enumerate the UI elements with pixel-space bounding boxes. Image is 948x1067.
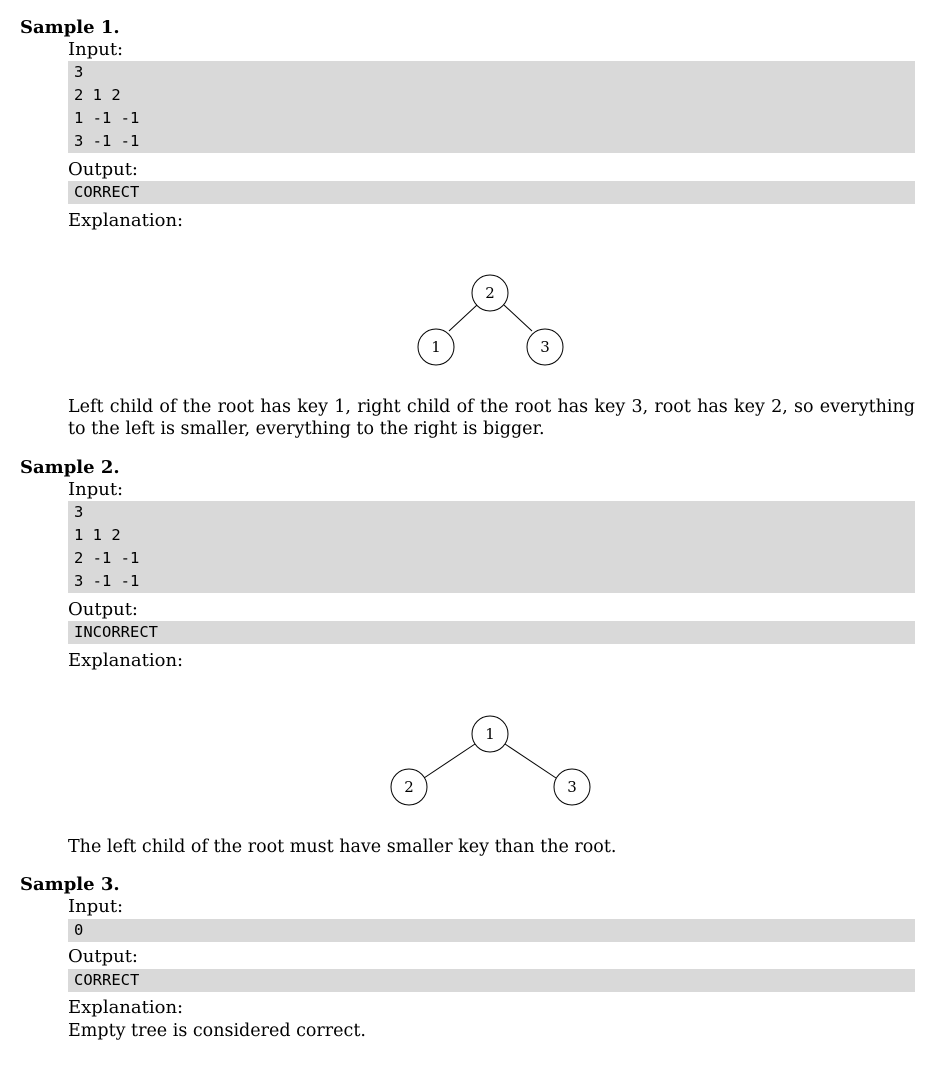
sample-1-output-label: Output: bbox=[68, 159, 138, 180]
sample-3-output-block bbox=[68, 969, 915, 992]
code-line: 3 bbox=[74, 503, 84, 521]
code-line: 3 -1 -1 bbox=[74, 132, 140, 150]
code-line: 3 bbox=[74, 63, 84, 81]
sample-3-explanation-text: Empty tree is considered correct. bbox=[68, 1021, 366, 1041]
sample-2-tree-diagram bbox=[0, 705, 948, 815]
sample-1-input-block bbox=[68, 61, 915, 153]
sample-1-input-label: Input: bbox=[68, 39, 124, 60]
tree-edge bbox=[504, 305, 532, 331]
node-key: 3 bbox=[540, 338, 550, 356]
sample-2-input-label: Input: bbox=[68, 479, 124, 500]
node-key: 2 bbox=[485, 284, 495, 302]
code-line: 1 -1 -1 bbox=[74, 109, 140, 127]
sample-2-output-label: Output: bbox=[68, 599, 138, 620]
tree-node-left bbox=[391, 769, 427, 805]
code-line: 3 -1 -1 bbox=[74, 572, 140, 590]
tree-edge bbox=[424, 744, 475, 778]
sample-2-explanation-text: The left child of the root must have smaller key than the root. bbox=[68, 837, 617, 857]
sample-2-output-block bbox=[68, 621, 915, 644]
sample-3-title: Sample 3. bbox=[20, 874, 120, 895]
code-line: 1 1 2 bbox=[74, 526, 121, 544]
node-key: 1 bbox=[485, 725, 495, 743]
tree-node-root bbox=[472, 716, 508, 752]
code-line: 2 1 2 bbox=[74, 86, 121, 104]
sample-1-explanation-label: Explanation: bbox=[68, 210, 184, 231]
tree-edge bbox=[505, 744, 556, 778]
sample-3-output-label: Output: bbox=[68, 946, 138, 967]
tree-node-right bbox=[554, 769, 590, 805]
sample-2-input-block bbox=[68, 501, 915, 593]
sample-1-tree-diagram bbox=[0, 265, 948, 375]
node-key: 3 bbox=[567, 778, 577, 796]
code-line: CORRECT bbox=[74, 971, 140, 989]
code-line: CORRECT bbox=[74, 183, 140, 201]
sample-2-explanation-label: Explanation: bbox=[68, 650, 184, 671]
tree-node-root bbox=[472, 275, 508, 311]
node-key: 2 bbox=[404, 778, 414, 796]
code-line: 0 bbox=[74, 921, 84, 939]
tree-node-left bbox=[418, 329, 454, 365]
sample-3-input-block bbox=[68, 919, 915, 942]
sample-1-output-block bbox=[68, 181, 915, 204]
sample-1-explanation-text: Left child of the root has key 1, right child of the root has key 3, root has key 2, so everything to the left is smaller, everything to the right is bigger. bbox=[68, 397, 915, 439]
sample-1-title: Sample 1. bbox=[20, 17, 120, 38]
tree-edge bbox=[449, 305, 477, 331]
sample-2-title: Sample 2. bbox=[20, 457, 120, 478]
tree-node-right bbox=[527, 329, 563, 365]
code-line: INCORRECT bbox=[74, 623, 158, 641]
sample-3-explanation-label: Explanation: bbox=[68, 997, 184, 1018]
node-key: 1 bbox=[431, 338, 441, 356]
code-line: 2 -1 -1 bbox=[74, 549, 140, 567]
sample-3-input-label: Input: bbox=[68, 896, 124, 917]
